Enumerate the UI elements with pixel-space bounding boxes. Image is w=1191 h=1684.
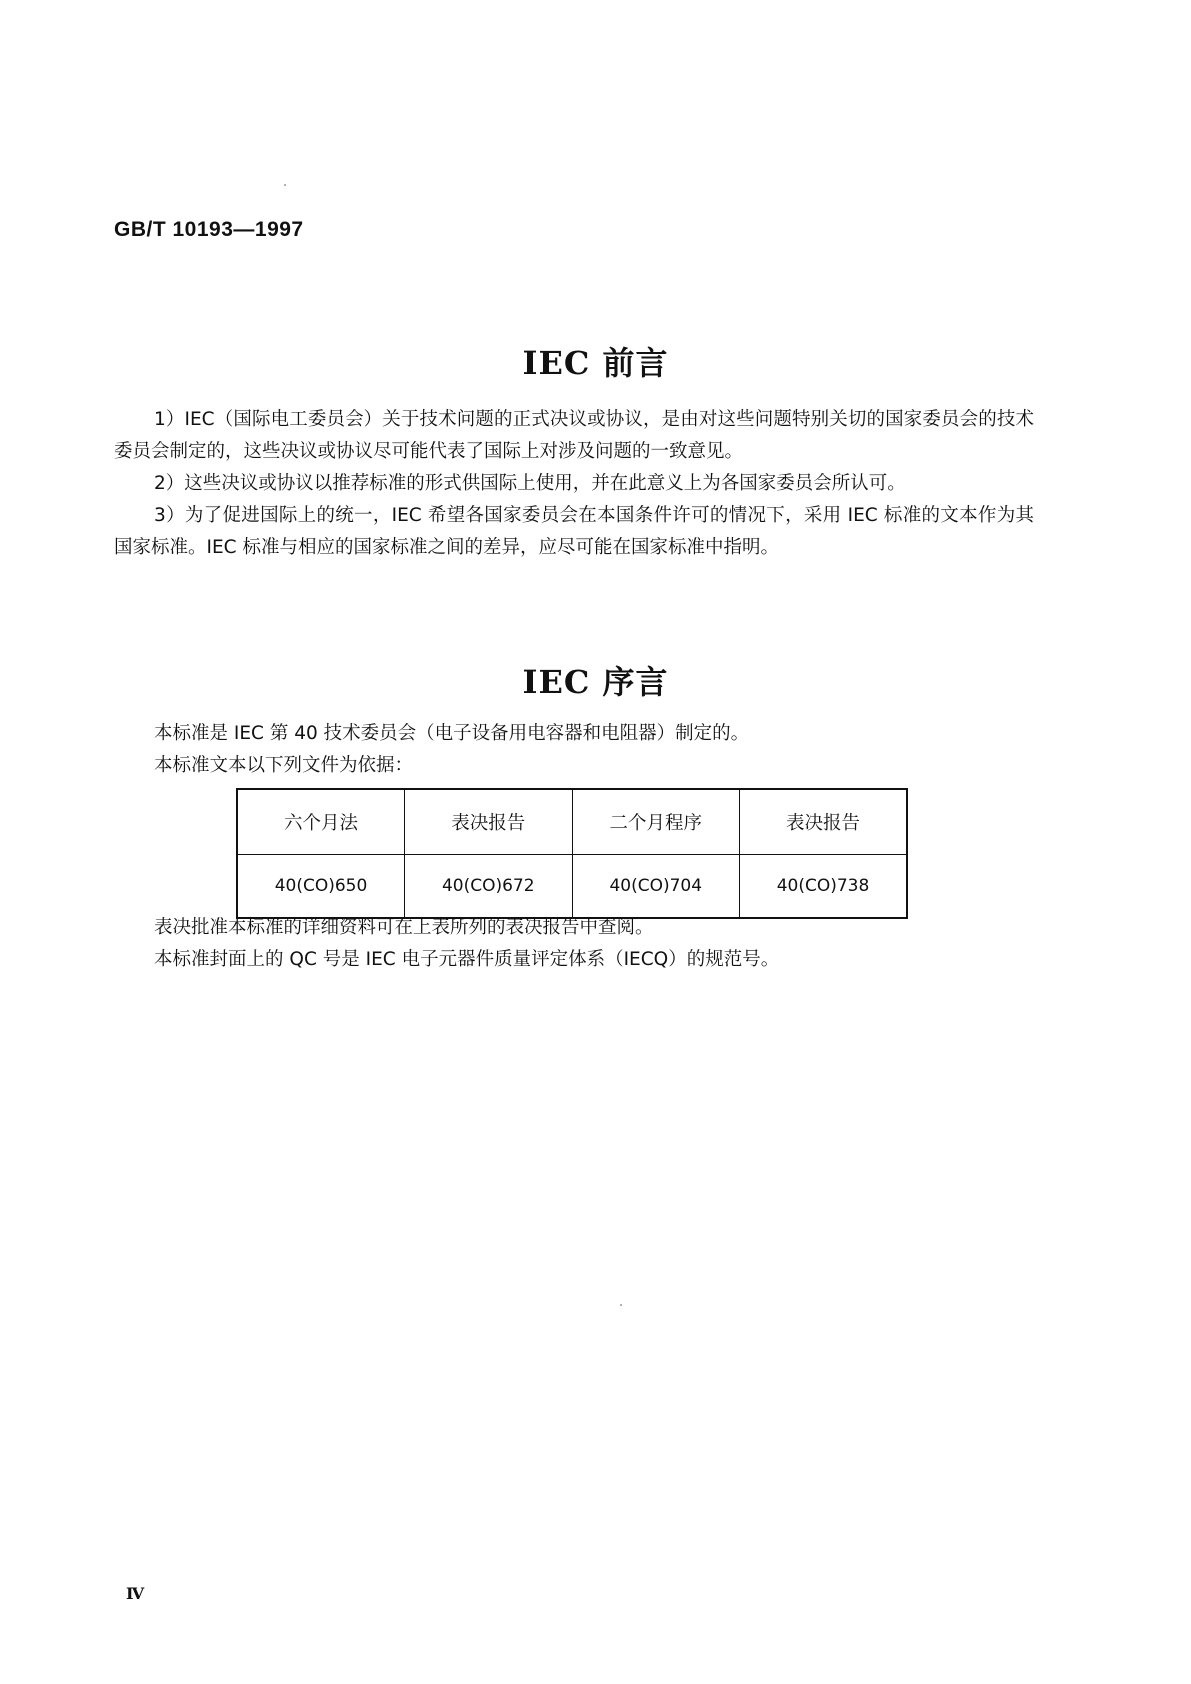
foreword-heading: IEC 前言 (522, 344, 669, 382)
table-cell: 40(CO)672 (405, 855, 573, 919)
table-header-cell: 六个月法 (237, 789, 405, 855)
preface-line-committee: 本标准是 IEC 第 40 技术委员会（电子设备用电容器和电阻器）制定的。 (154, 723, 750, 744)
document-code: GB/T 10193—1997 (114, 218, 304, 241)
voting-documents-table (236, 788, 908, 919)
table-cell: 40(CO)650 (237, 855, 405, 919)
table-cell: 40(CO)704 (572, 855, 740, 919)
preface-heading: IEC 序言 (522, 663, 669, 701)
table-header-cell: 表决报告 (405, 789, 573, 855)
table-cell: 40(CO)738 (740, 855, 908, 919)
foreword-paragraph-3: 3）为了促进国际上的统一，IEC 希望各国家委员会在本国条件许可的情况下，采用 IEC 标准的文本作为其国家标准。IEC 标准与相应的国家标准之间的差异，应尽可能在国家标准中指明。 (114, 505, 1034, 558)
foreword-paragraph-2: 2）这些决议或协议以推荐标准的形式供国际上使用，并在此意义上为各国家委员会所认可。 (154, 473, 906, 494)
preface-line-details: 表决批准本标准的详细资料可在上表所列的表决报告中查阅。 (154, 917, 654, 938)
table-header-row (237, 789, 907, 855)
preface-line-basis: 本标准文本以下列文件为依据： (154, 755, 414, 776)
page-number: Ⅳ (126, 1584, 145, 1603)
preface-line-qc-number: 本标准封面上的 QC 号是 IEC 电子元器件质量评定体系（IECQ）的规范号。 (154, 949, 780, 970)
table-row (237, 855, 907, 919)
scan-speck (284, 184, 286, 186)
foreword-paragraph-1: 1）IEC（国际电工委员会）关于技术问题的正式决议或协议，是由对这些问题特别关切的国家委员会的技术委员会制定的，这些决议或协议尽可能代表了国际上对涉及问题的一致意见。 (114, 409, 1034, 462)
table-header-cell: 二个月程序 (572, 789, 740, 855)
scan-speck (620, 1304, 622, 1306)
table-header-cell: 表决报告 (740, 789, 908, 855)
